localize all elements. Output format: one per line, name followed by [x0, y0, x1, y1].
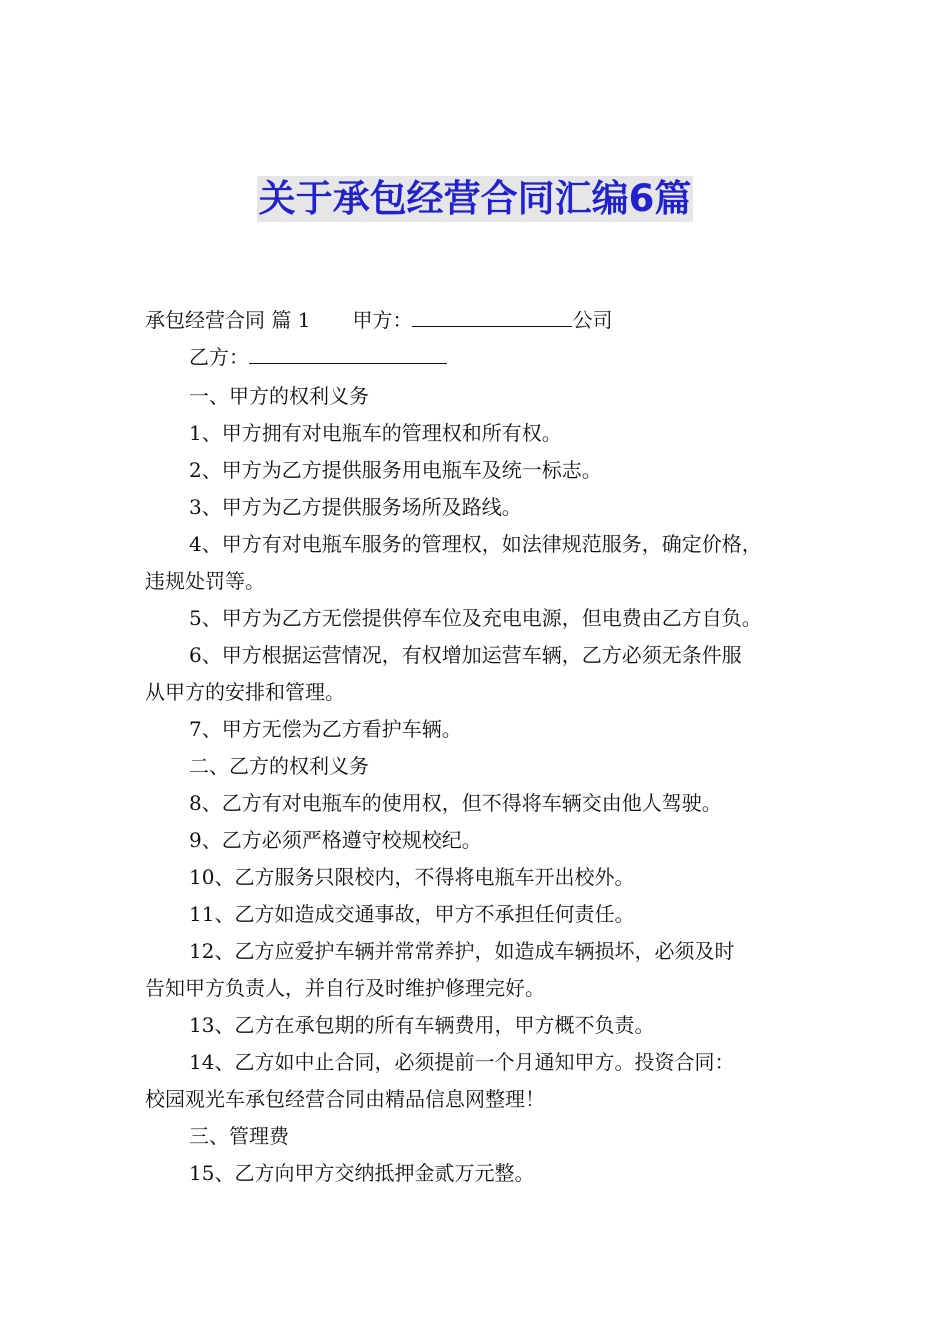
- clause-line: 8、乙方有对电瓶车的使用权，但不得将车辆交由他人驾驶。: [189, 791, 722, 815]
- party-a-blank: [412, 304, 572, 327]
- title-container: [0, 176, 950, 222]
- party-a-suffix: 公司: [572, 308, 613, 332]
- contract-header-line: [145, 304, 612, 336]
- section-heading: 二、乙方的权利义务: [189, 754, 369, 778]
- clause-line: 9、乙方必须严格遵守校规校纪。: [189, 828, 482, 852]
- party-b-label: 乙方：: [189, 345, 249, 369]
- clause-continuation: 从甲方的安排和管理。: [145, 680, 345, 704]
- section-heading: 一、甲方的权利义务: [189, 384, 369, 408]
- section-heading: 三、管理费: [189, 1124, 289, 1148]
- clause-continuation: 违规处罚等。: [145, 569, 265, 593]
- party-b-line: [189, 341, 447, 373]
- clause-line: 11、乙方如造成交通事故，甲方不承担任何责任。: [189, 902, 635, 926]
- clause-line: 13、乙方在承包期的所有车辆费用，甲方概不负责。: [189, 1013, 655, 1037]
- clause-line: 7、甲方无偿为乙方看护车辆。: [189, 717, 462, 741]
- clause-line: 2、甲方为乙方提供服务用电瓶车及统一标志。: [189, 458, 602, 482]
- clause-line: 4、甲方有对电瓶车服务的管理权，如法律规范服务，确定价格，: [189, 532, 762, 556]
- clause-line: 12、乙方应爱护车辆并常常养护，如造成车辆损坏，必须及时: [189, 939, 735, 963]
- party-a-label: 甲方：: [352, 308, 413, 332]
- document-title: 关于承包经营合同汇编6篇: [258, 177, 692, 220]
- clause-line: 1、甲方拥有对电瓶车的管理权和所有权。: [189, 421, 562, 445]
- clause-line: 5、甲方为乙方无偿提供停车位及充电电源，但电费由乙方自负。: [189, 606, 762, 630]
- contract-heading: 承包经营合同 篇 1: [145, 308, 311, 332]
- clause-line: 10、乙方服务只限校内，不得将电瓶车开出校外。: [189, 865, 635, 889]
- clause-continuation: 告知甲方负责人，并自行及时维护修理完好。: [145, 976, 545, 1000]
- party-b-blank: [249, 341, 447, 364]
- clause-line: 14、乙方如中止合同，必须提前一个月通知甲方。投资合同：: [189, 1050, 735, 1074]
- clause-line: 6、甲方根据运营情况，有权增加运营车辆，乙方必须无条件服: [189, 643, 742, 667]
- clause-line: 3、甲方为乙方提供服务场所及路线。: [189, 495, 522, 519]
- clause-continuation: 校园观光车承包经营合同由精品信息网整理！: [145, 1087, 545, 1111]
- clause-line: 15、乙方向甲方交纳抵押金贰万元整。: [189, 1161, 535, 1185]
